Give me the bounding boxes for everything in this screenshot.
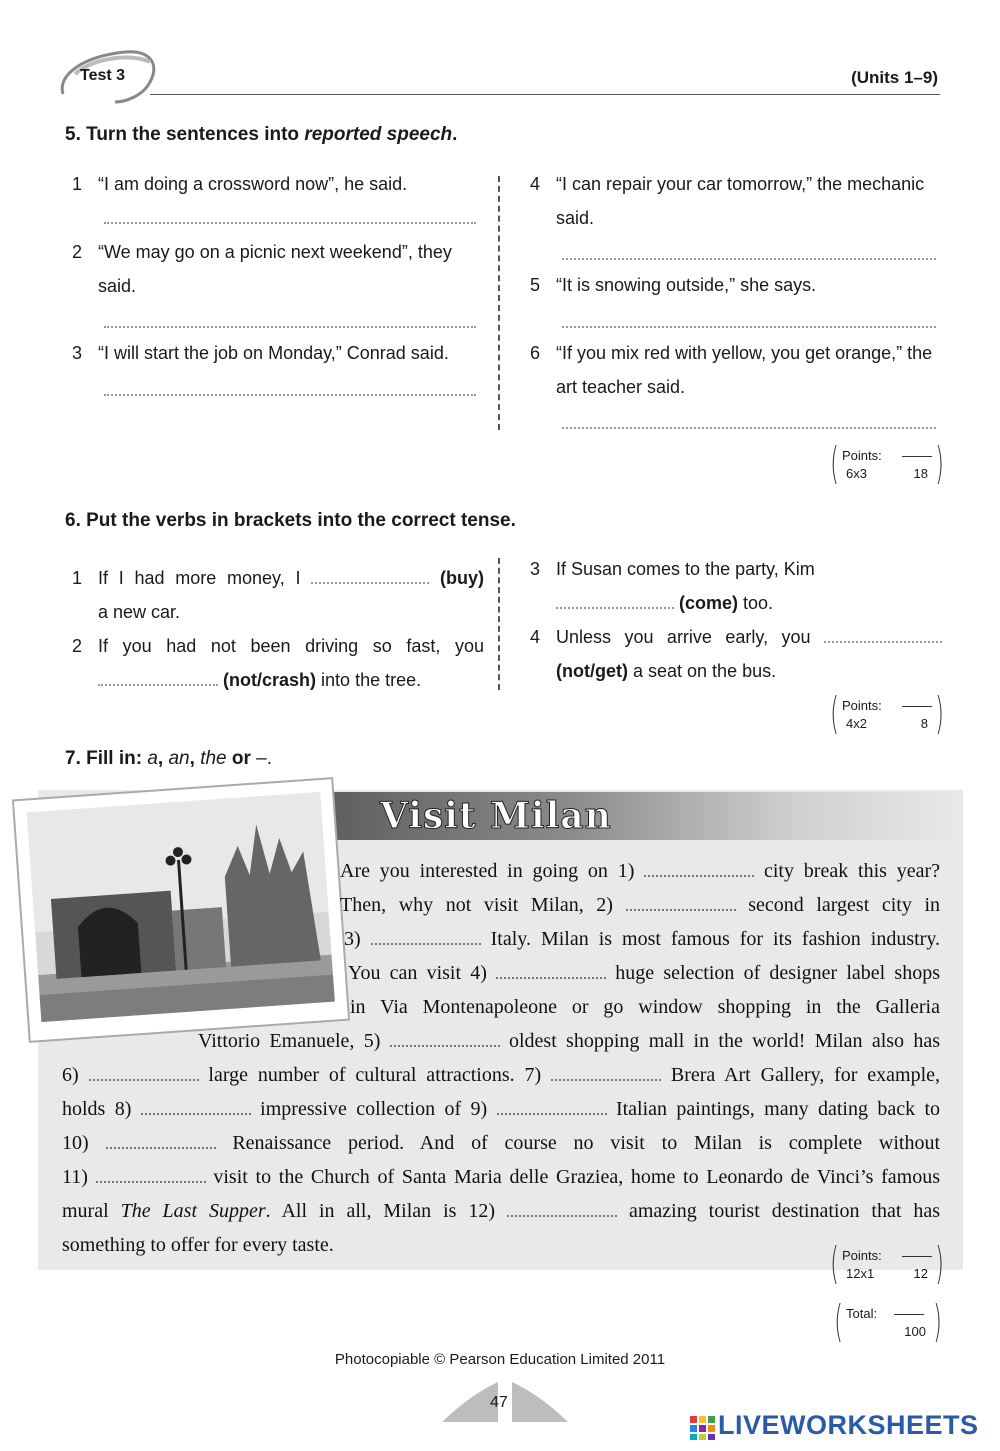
s6-item-3-num: 3: [530, 559, 541, 579]
s5-points-box: [830, 438, 944, 489]
s6-answer-3[interactable]: [556, 593, 674, 609]
s5-item-6-num: 6: [530, 343, 541, 363]
article-text: second largest city in: [748, 894, 941, 916]
gap-11[interactable]: [96, 1169, 206, 1183]
s6-item-2: [72, 629, 484, 697]
s6-points-label: Points:: [842, 698, 882, 713]
s7-points-calc: 12x1: [846, 1266, 875, 1281]
points-fraction-line: [902, 1256, 932, 1257]
section6-divider: [498, 558, 500, 690]
s5-item-5-num: 5: [530, 275, 541, 295]
points-fraction-line: [894, 1314, 924, 1315]
s6-item-4-after: a seat on the bus.: [633, 661, 777, 681]
s7-opt-a: a: [147, 748, 158, 769]
s6-item-3: [530, 552, 942, 620]
gap-7[interactable]: [551, 1067, 661, 1081]
s5-points-label: Points:: [842, 448, 882, 463]
s6-item-1-before: If I had more money, I: [98, 568, 301, 588]
s6-answer-1[interactable]: [311, 568, 429, 584]
test-label: Test 3: [80, 67, 126, 84]
s5-answer-4[interactable]: [562, 244, 936, 260]
paren-left: (: [830, 438, 839, 489]
page-number: 47: [490, 1394, 508, 1411]
s7-opt-or: or: [231, 748, 251, 769]
article-text: Vittorio Emanuele, 5): [198, 1030, 381, 1052]
s5-item-4: [530, 167, 945, 235]
s5-answer-1[interactable]: [104, 208, 476, 224]
article-text: 6): [62, 1064, 79, 1086]
s6-item-3-verb: (come): [679, 593, 739, 613]
article-text: city break this year?: [763, 860, 941, 882]
gap-10[interactable]: [106, 1135, 216, 1149]
gap-3[interactable]: [371, 931, 481, 945]
s5-points-calc: 6x3: [846, 466, 867, 481]
s5-answer-5[interactable]: [562, 312, 936, 328]
article-text: mural: [62, 1200, 121, 1222]
milan-photo: [14, 779, 348, 1041]
paren-left: (: [834, 1296, 843, 1347]
s5-item-6: [530, 336, 945, 404]
article-text: 3): [344, 928, 361, 950]
s5-item-6-text: “If you mix red with yellow, you get orange,” the art teacher said.: [556, 343, 933, 397]
article-text: Italy. Milan is most famous for its fashion industry.: [490, 928, 941, 950]
s5-item-4-text: “I can repair your car tomorrow,” the mechanic said.: [556, 174, 925, 228]
s6-item-1-after: a new car.: [98, 602, 181, 622]
s5-item-2-text: “We may go on a picnic next weekend”, they said.: [98, 242, 452, 296]
paren-right: ): [935, 438, 944, 489]
article-text: Brera Art Gallery, for example,: [670, 1064, 941, 1086]
s5-item-3-text: “I will start the job on Monday,” Conrad said.: [98, 343, 449, 363]
section5-divider: [498, 176, 500, 430]
gap-8[interactable]: [141, 1101, 251, 1115]
article-text: holds 8): [62, 1098, 132, 1120]
article-text: You can visit 4): [348, 962, 487, 984]
gap-1[interactable]: [644, 863, 754, 877]
s6-item-1: [72, 561, 484, 629]
s6-item-2-after: into the tree.: [321, 670, 422, 690]
section5-title-italic: reported speech: [304, 124, 453, 145]
header-rule: [150, 94, 940, 95]
article-text: Are you interested in going on 1): [340, 860, 635, 882]
copyright: Photocopiable © Pearson Education Limited 2011: [334, 1351, 666, 1368]
points-fraction-line: [902, 706, 932, 707]
article-text: . All in all, Milan is 12): [265, 1200, 496, 1222]
s5-points-total: 18: [913, 466, 928, 481]
s6-answer-2[interactable]: [98, 670, 218, 686]
article-text: 11): [62, 1166, 88, 1188]
points-fraction-line: [902, 456, 932, 457]
section5-title-suffix: .: [452, 124, 458, 145]
gap-6[interactable]: [89, 1067, 199, 1081]
gap-9[interactable]: [497, 1101, 607, 1115]
s7-points-box: [830, 1238, 944, 1289]
article-line-1: [340, 854, 940, 1024]
s5-item-1-num: 1: [72, 174, 83, 194]
s7-opt-dash: –.: [256, 748, 273, 769]
s7-opt-the: the: [200, 748, 227, 769]
s6-item-4-before: Unless you arrive early, you: [556, 627, 811, 647]
liveworksheets-brand: LIVEWORKSHEETS: [718, 1410, 979, 1440]
s6-answer-4[interactable]: [824, 627, 942, 643]
s6-item-3-after: too.: [743, 593, 774, 613]
paren-right: ): [935, 1238, 944, 1289]
article-text: visit to the Church of Santa Maria delle Graziea, home to Leonardo de Vinci’s famous: [213, 1166, 941, 1188]
s5-item-3: [72, 336, 492, 370]
section5-title-text: 5. Turn the sentences into: [65, 124, 305, 145]
paren-left: (: [830, 688, 839, 739]
article-text: in Via Montenapoleone or go window shopping in the Galleria: [350, 996, 940, 1018]
s5-answer-2[interactable]: [104, 312, 476, 328]
s5-item-2: [72, 235, 492, 303]
total-label: Total:: [846, 1306, 878, 1321]
s7-title-text: 7. Fill in:: [65, 748, 148, 769]
s5-item-2-num: 2: [72, 242, 83, 262]
s5-item-4-num: 4: [530, 174, 541, 194]
gap-4[interactable]: [496, 965, 606, 979]
units-label: (Units 1–9): [851, 68, 938, 87]
article-text: 10): [62, 1132, 89, 1154]
article-text: Renaissance period. And of course no visit to Milan is complete without: [232, 1132, 941, 1154]
section6-title: 6. Put the verbs in brackets into the correct tense.: [65, 510, 516, 531]
s5-answer-6[interactable]: [562, 413, 936, 429]
s6-item-4-verb: (not/get): [556, 661, 628, 681]
total-value: 100: [904, 1324, 926, 1339]
s6-item-1-num: 1: [72, 568, 83, 588]
gap-12[interactable]: [507, 1203, 617, 1217]
article-lower: [62, 1024, 940, 1262]
s6-item-2-verb: (not/crash): [223, 670, 317, 690]
s5-item-1-text: “I am doing a crossword now”, he said.: [98, 174, 408, 194]
s7-points-total: 12: [913, 1266, 928, 1281]
total-box: [834, 1296, 942, 1347]
gap-2[interactable]: [626, 897, 736, 911]
article-text-italic: The Last Supper: [120, 1200, 266, 1222]
s6-item-2-num: 2: [72, 636, 83, 656]
article-text: oldest shopping mall in the world! Milan also has: [508, 1030, 941, 1052]
section5-title: [65, 124, 457, 146]
article-text: large number of cultural attractions. 7): [208, 1064, 542, 1086]
article-text: Italian paintings, many dating back to: [615, 1098, 941, 1120]
liveworksheets-logo-icon: [690, 1416, 716, 1440]
s7-points-label: Points:: [842, 1248, 882, 1263]
article-text: impressive collection of 9): [260, 1098, 488, 1120]
s6-points-calc: 4x2: [846, 716, 867, 731]
s6-points-box: [830, 688, 944, 739]
section7-title: 7. Fill in: a, an, the or –.: [65, 748, 273, 769]
s5-item-3-num: 3: [72, 343, 83, 363]
s5-item-1: [72, 167, 492, 201]
milan-cathedral-image: [14, 779, 348, 1041]
s6-item-4: [530, 620, 942, 688]
paren-right: ): [935, 688, 944, 739]
s6-item-4-num: 4: [530, 627, 541, 647]
article-text: amazing tourist destination that has: [628, 1200, 941, 1222]
s5-answer-3[interactable]: [104, 380, 476, 396]
article-text: something to offer for every taste.: [62, 1234, 334, 1256]
paren-left: (: [830, 1238, 839, 1289]
article-text: huge selection of designer label shops: [615, 962, 940, 984]
s6-item-3-before: If Susan comes to the party, Kim: [556, 559, 815, 579]
s6-item-1-verb: (buy): [439, 568, 484, 588]
s5-item-5-text: “It is snowing outside,” she says.: [556, 275, 817, 295]
s7-opt-an: an: [168, 748, 190, 769]
s5-item-5: [530, 268, 945, 302]
s6-item-2-before: If you had not been driving so fast, you: [98, 636, 484, 656]
article-text: Then, why not visit Milan, 2): [340, 894, 613, 916]
article-title: Visit Milan: [380, 795, 612, 837]
gap-5[interactable]: [390, 1033, 500, 1047]
paren-right: ): [933, 1296, 942, 1347]
s6-points-total: 8: [920, 716, 928, 731]
